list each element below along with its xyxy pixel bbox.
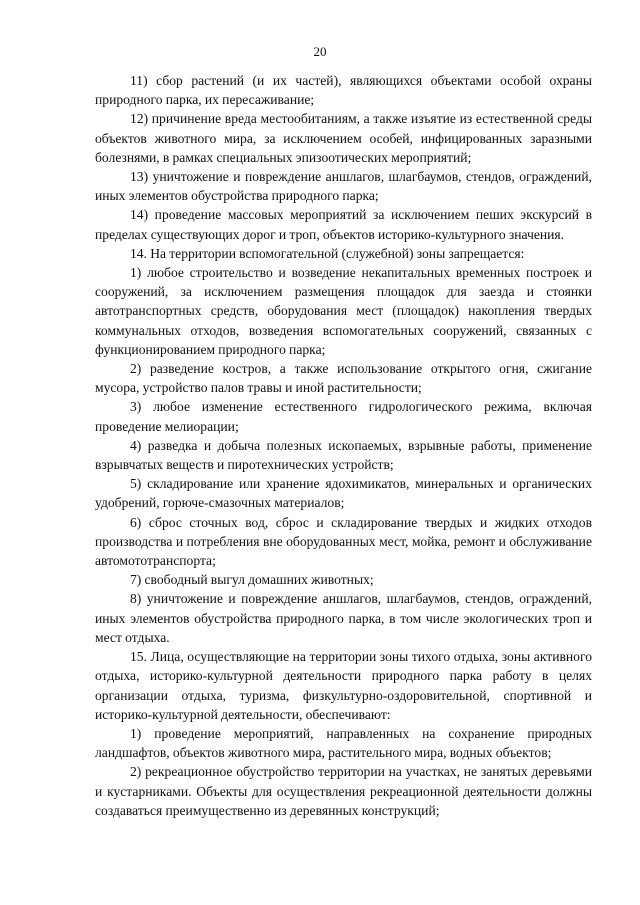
page-number: 20 <box>313 44 327 59</box>
paragraph: 8) уничтожение и повреждение аншлагов, шлагбаумов, стендов, ограждений, иных элементов обустройства природного парка, в том числе экологических троп и мест отдыха. <box>95 591 592 645</box>
paragraph: 5) складирование или хранение ядохимикатов, минеральных и органических удобрений, горюче-смазочных материалов; <box>95 476 592 511</box>
paragraph: 12) причинение вреда местообитаниям, а также изъятие из естественной среды объектов животного мира, за исключением особей, инфицированных заразными болезнями, в рамках специальных эпизоотических мероприятий; <box>95 111 592 165</box>
paragraph: 1) любое строительство и возведение некапитальных временных построек и сооружений, за исключением размещения площадок для заезда и стоянки автотранспортных средств, оборудования мест (площадок) накопления твердых коммунальных отходов, возведения вспомогательных сооружений, связанных с функционированием природного парка; <box>95 265 592 357</box>
paragraph: 2) рекреационное обустройство территории на участках, не занятых деревьями и кустарниками. Объекты для осуществления рекреационной деятельности должны создаваться преимущественно из деревянных конструкций; <box>95 764 592 818</box>
paragraph: 11) сбор растений (и их частей), являющихся объектами особой охраны природного парка, их пересаживание; <box>95 73 592 108</box>
paragraph: 15. Лица, осуществляющие на территории зоны тихого отдыха, зоны активного отдыха, историко-культурной деятельности природного парка работу в целях организации отдыха, туризма, физкультурно-оздоровительной, спортивной и историко-культурной деятельности, обеспечивают: <box>95 649 592 722</box>
paragraph: 13) уничтожение и повреждение аншлагов, шлагбаумов, стендов, ограждений, иных элементов обустройства природного парка; <box>95 169 592 204</box>
paragraph: 14. На территории вспомогательной (служебной) зоны запрещается: <box>130 245 525 261</box>
paragraph: 7) свободный выгул домашних животных; <box>130 572 374 588</box>
paragraph: 6) сброс сточных вод, сброс и складирование твердых и жидких отходов производства и потребления вне оборудованных мест, мойка, ремонт и обслуживание автомототранспорта; <box>95 514 592 569</box>
paragraph: 2) разведение костров, а также использование открытого огня, сжигание мусора, устройство палов травы и иной растительности; <box>95 361 592 396</box>
document-body <box>95 71 592 820</box>
paragraph: 3) любое изменение естественного гидрологического режима, включая проведение мелиорации; <box>95 399 592 434</box>
paragraph: 4) разведка и добыча полезных ископаемых, взрывные работы, применение взрывчатых веществ и пиротехнических устройств; <box>95 437 592 473</box>
paragraph: 1) проведение мероприятий, направленных на сохранение природных ландшафтов, объектов животного мира, растительного мира, водных объектов; <box>95 725 592 761</box>
paragraph: 14) проведение массовых мероприятий за исключением пеших экскурсий в пределах существующих дорог и троп, объектов историко-культурного значения. <box>95 207 592 242</box>
